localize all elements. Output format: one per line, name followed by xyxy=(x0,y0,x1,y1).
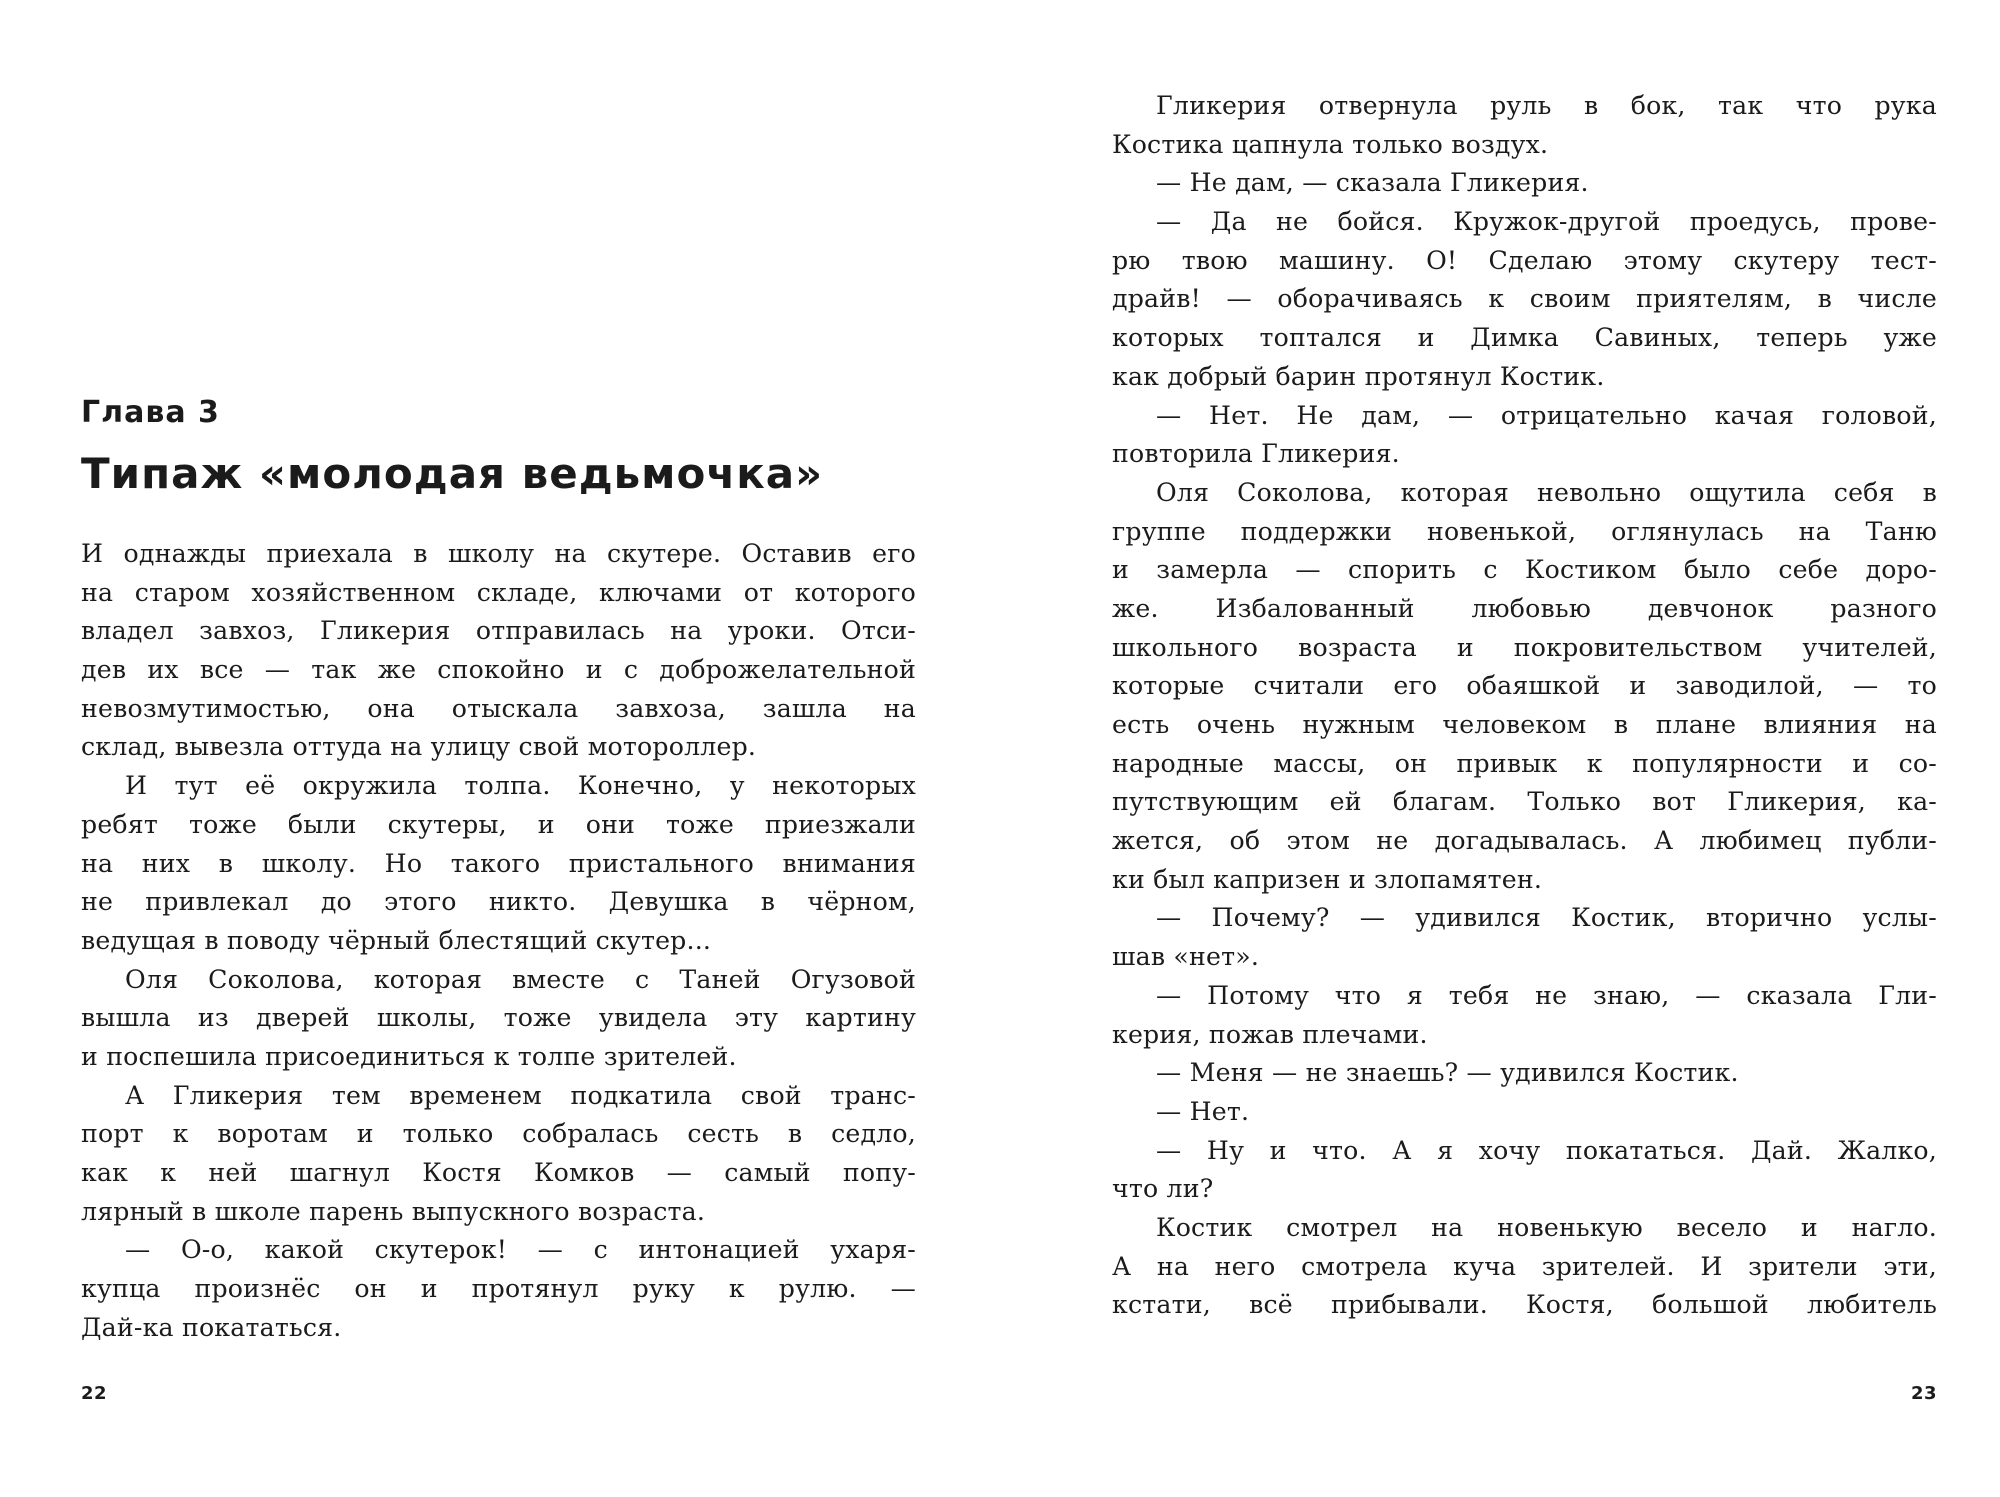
text-line: шав «нет». xyxy=(1112,942,1260,972)
text-line: владел завхоз, Гликерия отправилась на уроки. Отси- xyxy=(81,616,916,646)
text-line: — О-о, какой скутерок! — с интонацией ухаря- xyxy=(125,1235,916,1265)
text-line: — Почему? — удивился Костик, вторично услы- xyxy=(1156,903,1937,933)
text-line: — Потому что я тебя не знаю, — сказала Гли- xyxy=(1156,980,1937,1010)
text-line: купца произнёс он и протянул руку к рулю. — xyxy=(81,1274,916,1304)
text-line: — Не дам, — сказала Гликерия. xyxy=(1156,168,1589,198)
text-line: ребят тоже были скутеры, и они тоже приезжали xyxy=(81,809,916,839)
text-line: же. Избалованный любовью девчонок разного xyxy=(1112,593,1937,623)
text-line: — Да не бойся. Кружок-другой проедусь, прове- xyxy=(1156,207,1937,237)
text-line: кстати, всё прибывали. Костя, большой любитель xyxy=(1112,1290,1937,1320)
page-number-left: 22 xyxy=(81,1383,108,1404)
text-line: Костик смотрел на новенькую весело и нагло. xyxy=(1156,1212,1937,1242)
text-line: есть очень нужным человеком в плане влияния на xyxy=(1112,710,1937,739)
text-line: порт к воротам и только собралась сесть в седло, xyxy=(81,1119,916,1149)
text-line: на старом хозяйственном складе, ключами от которого xyxy=(81,577,916,607)
text-line: Дай-ка покататься. xyxy=(81,1312,342,1342)
text-line: которые считали его обаяшкой и заводилой, — то xyxy=(1112,671,1937,701)
text-line: Оля Соколова, которая вместе с Таней Огузовой xyxy=(125,964,916,994)
text-line: на них в школу. Но такого пристального внимания xyxy=(81,848,916,878)
text-line: — Нет. Не дам, — отрицательно качая головой, xyxy=(1156,400,1937,430)
text-line: как к ней шагнул Костя Комков — самый попу- xyxy=(81,1158,916,1187)
text-line: школьного возраста и покровительством учителей, xyxy=(1112,632,1937,662)
chapter-number: Глава 3 xyxy=(81,395,220,430)
text-line: керия, пожав плечами. xyxy=(1112,1019,1428,1049)
text-line: дев их все — так же спокойно и с доброжелательной xyxy=(81,655,916,685)
text-line: жется, об этом не догадывалась. А любимец публи- xyxy=(1112,826,1937,856)
text-line: И однажды приехала в школу на скутере. Оставив его xyxy=(81,539,916,568)
text-line: народные массы, он привык к популярности и со- xyxy=(1112,748,1937,778)
text-line: Костика цапнула только воздух. xyxy=(1112,129,1549,159)
text-line: и поспешила присоединиться к толпе зрителей. xyxy=(81,1041,737,1071)
text-line: — Ну и что. А я хочу покататься. Дай. Жалко, xyxy=(1156,1135,1937,1165)
text-line: склад, вывезла оттуда на улицу свой мотороллер. xyxy=(81,732,757,762)
page-number-right: 23 xyxy=(1910,1383,1937,1404)
text-line: ведущая в поводу чёрный блестящий скутер... xyxy=(81,925,712,955)
text-line: путствующим ей благам. Только вот Гликерия, ка- xyxy=(1112,787,1937,817)
text-line: ки был капризен и злопамятен. xyxy=(1112,864,1543,894)
text-line: что ли? xyxy=(1112,1174,1214,1204)
text-line: группе поддержки новенькой, оглянулась на Таню xyxy=(1112,516,1937,546)
text-line: и замерла — спорить с Костиком было себе доро- xyxy=(1112,555,1937,585)
text-line: рю твою машину. О! Сделаю этому скутеру тест- xyxy=(1112,245,1937,275)
text-line: лярный в школе парень выпускного возраста. xyxy=(81,1196,706,1226)
text-line: вышла из дверей школы, тоже увидела эту картину xyxy=(81,1003,916,1033)
text-line: И тут её окружила толпа. Конечно, у некоторых xyxy=(125,771,916,801)
text-line: Оля Соколова, которая невольно ощутила себя в xyxy=(1156,477,1937,507)
text-line: невозмутимостью, она отыскала завхоза, зашла на xyxy=(81,693,916,723)
chapter-title: Типаж «молодая ведьмочка» xyxy=(81,449,824,498)
text-line: Гликерия отвернула руль в бок, так что рука xyxy=(1156,91,1937,120)
text-line: которых топтался и Димка Савиных, теперь уже xyxy=(1112,323,1937,353)
text-line: драйв! — оборачиваясь к своим приятелям, в числе xyxy=(1112,284,1937,314)
text-line: не привлекал до этого никто. Девушка в чёрном, xyxy=(81,887,916,917)
left-body-text xyxy=(81,535,916,1347)
text-line: А на него смотрела куча зрителей. И зрители эти, xyxy=(1112,1251,1937,1281)
text-line: повторила Гликерия. xyxy=(1112,439,1400,469)
text-line: — Меня — не знаешь? — удивился Костик. xyxy=(1156,1058,1739,1088)
text-line: как добрый барин протянул Костик. xyxy=(1112,361,1605,391)
right-body-text xyxy=(1112,87,1937,1325)
text-line: А Гликерия тем временем подкатила свой транс- xyxy=(125,1080,916,1110)
text-line: — Нет. xyxy=(1156,1096,1250,1126)
